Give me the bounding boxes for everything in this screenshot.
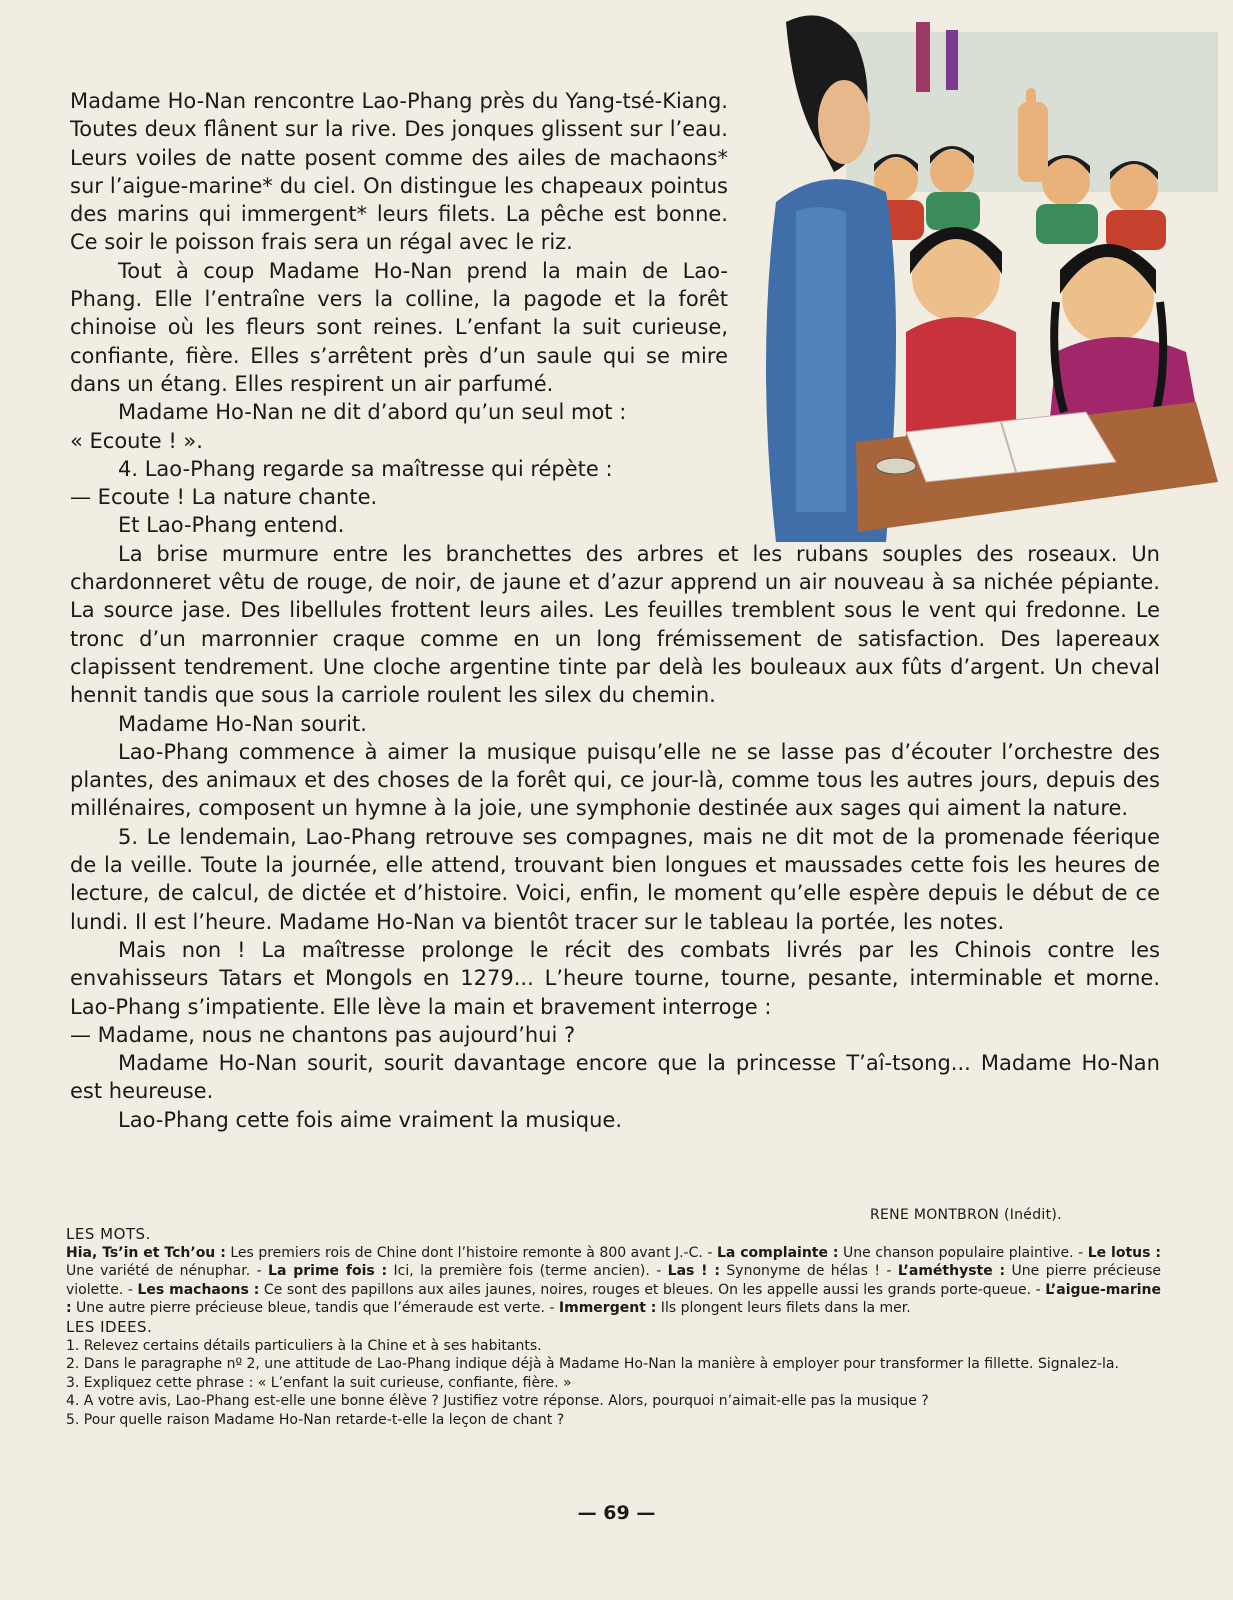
- idees-heading: LES IDEES.: [66, 1317, 153, 1336]
- mots-definition: Une variété de nénuphar. -: [66, 1263, 269, 1280]
- paragraph-7: Et Lao-Phang entend.: [118, 513, 345, 538]
- mots-definition: Ici, la première fois (terme ancien). -: [387, 1263, 668, 1280]
- mots-term: La complainte :: [716, 1244, 839, 1261]
- paragraph-9: Madame Ho-Nan sourit.: [118, 711, 367, 736]
- mots-definition: Synonyme de hélas ! -: [720, 1263, 898, 1280]
- mots-definition: Une autre pierre précieuse bleue, tandis que l’émeraude est verte. -: [71, 1300, 559, 1317]
- mots-definition: Une pierre précieuse violette. -: [66, 1263, 1161, 1298]
- paragraph-11: 5. Le lendemain, Lao-Phang retrouve ses compagnes, mais ne dit mot de la promenade féerique de la veille. Toute la journée, elle attend, trouvant bien longues et maussades cette fois les heures de lecture, de calcul, de dictée et d’histoire. Voici, enfin, le moment qu’elle espère depuis le début de ce lundi. Il est l’heure. Madame Ho-Nan va bientôt tracer sur le tableau la portée, les notes.: [70, 824, 1160, 934]
- mots-entries: [66, 1244, 1161, 1318]
- paragraph-8: La brise murmure entre les branchettes des arbres et les rubans souples des roseaux. Un chardonneret vêtu de rouge, de noir, de jaune et d’azur apprend un air nouveau à sa nichée pépiante. La source jase. Des libellules frottent leurs ailes. Les feuilles tremblent sous le vent qui fredonne. Le tronc d’un marronnier craque comme en un long frémissement de satisfaction. Des lapereaux clapissent tendrement. Une cloche argentine tinte par delà les bouleaux aux fûts d’argent. Un cheval hennit tandis que sous la carriole roulent les silex du chemin.: [70, 541, 1160, 708]
- story-text: [70, 87, 1160, 1134]
- paragraph-14: Madame Ho-Nan sourit, sourit davantage encore que la princesse T’aî-tsong... Madame Ho-Nan est heureuse.: [70, 1051, 1160, 1104]
- paragraph-1: Madame Ho-Nan rencontre Lao-Phang près du Yang-tsé-Kiang. Toutes deux flânent sur la rive. Des jonques glissent sur l’eau. Leurs voiles de natte posent comme des ailes de machaons* sur l’aigue-marine* du ciel. On distingue les chapeaux pointus des marins qui immergent* leurs filets. La pêche est bonne. Ce soir le poisson frais sera un régal avec le riz.: [70, 89, 728, 255]
- paragraph-15: Lao-Phang cette fois aime vraiment la musique.: [118, 1107, 623, 1132]
- idees-item: 5. Pour quelle raison Madame Ho-Nan retarde-t-elle la leçon de chant ?: [66, 1411, 565, 1428]
- paragraph-13: — Madame, nous ne chantons pas aujourd’hui ?: [70, 1022, 576, 1047]
- paragraph-5: 4. Lao-Phang regarde sa maîtresse qui répète :: [118, 456, 613, 481]
- idees-item: 4. A votre avis, Lao-Phang est-elle une bonne élève ? Justifiez votre réponse. Alors, pourquoi n’aimait-elle pas la musique ?: [66, 1393, 929, 1410]
- mots-definition: Une chanson populaire plaintive. -: [838, 1244, 1088, 1261]
- notes-section: [66, 1225, 1161, 1430]
- mots-term: Les machaons :: [137, 1281, 260, 1298]
- mots-term: Le lotus :: [1087, 1244, 1162, 1261]
- mots-definition: Les premiers rois de Chine dont l’histoire remonte à 800 avant J.-C. -: [225, 1244, 717, 1261]
- mots-term: Immergent :: [558, 1300, 657, 1317]
- author-signature: RENE MONTBRON (Inédit).: [870, 1207, 1062, 1223]
- paragraph-2: Tout à coup Madame Ho-Nan prend la main de Lao-Phang. Elle l’entraîne vers la colline, la pagode et la forêt chinoise où les fleurs sont reines. L’enfant la suit curieuse, confiante, fière. Elles s’arrêtent près d’un saule qui se mire dans un étang. Elles respirent un air parfumé.: [70, 258, 728, 396]
- page-number: — 69 —: [577, 1502, 656, 1524]
- mots-term: Las ! :: [667, 1263, 720, 1280]
- paragraph-4: « Ecoute ! ».: [70, 428, 203, 453]
- paragraph-10: Lao-Phang commence à aimer la musique puisqu’elle ne se lasse pas d’écouter l’orchestre des plantes, des animaux et des choses de la forêt qui, ce jour-là, comme tous les autres jours, depuis des millénaires, composent un hymne à la joie, une symphonie destinée aux sages qui aiment la nature.: [70, 739, 1160, 821]
- idees-item: 3. Expliquez cette phrase : « L’enfant la suit curieuse, confiante, fière. »: [66, 1374, 572, 1391]
- mots-heading: LES MOTS.: [66, 1225, 151, 1243]
- mots-term: Hia, Ts’in et Tch’ou :: [66, 1244, 226, 1261]
- mots-term: L’aigue-marine :: [66, 1281, 1161, 1317]
- mots-definition: Ce sont des papillons aux ailes jaunes, noires, rouges et bleues. On les appelle aussi les grands porte-queue. -: [259, 1281, 1046, 1298]
- mots-definition: Ils plongent leurs filets dans la mer.: [656, 1300, 911, 1317]
- mots-term: L’améthyste :: [897, 1263, 1006, 1280]
- paragraph-3: Madame Ho-Nan ne dit d’abord qu’un seul mot :: [118, 400, 627, 425]
- mots-term: La prime fois :: [268, 1263, 388, 1280]
- idees-list: [66, 1337, 1161, 1430]
- idees-item: 1. Relevez certains détails particuliers à la Chine et à ses habitants.: [66, 1337, 542, 1354]
- paragraph-12: Mais non ! La maîtresse prolonge le récit des combats livrés par les Chinois contre les envahisseurs Tatars et Mongols en 1279... L’heure tourne, tourne, pesante, interminable et morne. Lao-Phang s’impatiente. Elle lève la main et bravement interroge :: [70, 937, 1160, 1019]
- idees-item: 2. Dans le paragraphe nº 2, une attitude de Lao-Phang indique déjà à Madame Ho-Nan la manière à employer pour transformer la fillette. Signalez-la.: [66, 1356, 1119, 1373]
- paragraph-6: — Ecoute ! La nature chante.: [70, 485, 378, 510]
